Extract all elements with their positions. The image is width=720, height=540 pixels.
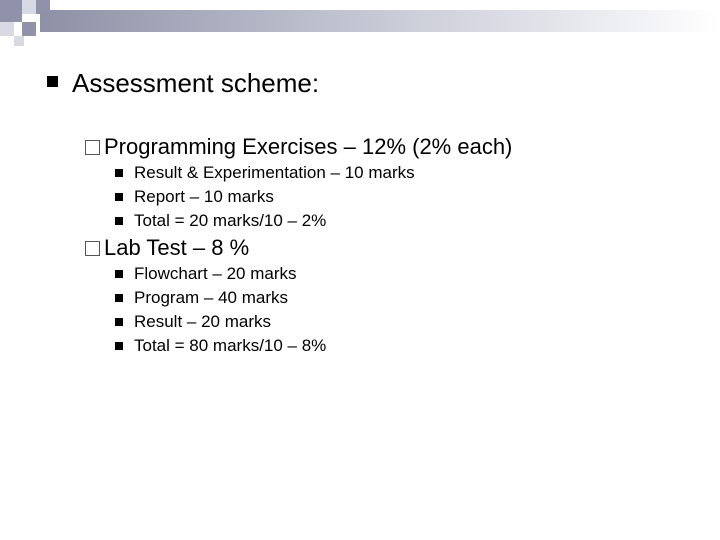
bullet-square-icon [115,193,123,201]
list-item: Program – 40 marks [134,288,288,307]
deco-square [36,0,50,14]
deco-square [0,0,22,22]
checkbox-bullet-icon [85,241,100,256]
group-title-programming: Programming Exercises – 12% (2% each) [104,134,513,159]
bullet-square-icon [115,169,123,177]
list-item: Total = 20 marks/10 – 2% [134,211,327,230]
deco-square [22,0,36,14]
bullet-square-icon [115,318,123,326]
deco-square [14,36,24,46]
list-item: Flowchart – 20 marks [134,264,297,283]
checkbox-bullet-icon [85,140,100,155]
bullet-square-icon [115,217,123,225]
bullet-square-icon [47,76,58,87]
deco-square [0,22,14,36]
bullet-square-icon [115,342,123,350]
header-gradient-band [40,10,720,32]
bullet-square-icon [115,294,123,302]
list-item: Result & Experimentation – 10 marks [134,163,415,182]
list-item: Total = 80 marks/10 – 8% [134,336,327,355]
bullet-square-icon [115,270,123,278]
group-title-lab-test: Lab Test – 8 % [104,235,250,260]
list-item: Result – 20 marks [134,312,271,331]
header-decoration [0,0,720,48]
deco-square [22,22,36,36]
list-item: Report – 10 marks [134,187,274,206]
slide-heading: Assessment scheme: [72,68,320,98]
